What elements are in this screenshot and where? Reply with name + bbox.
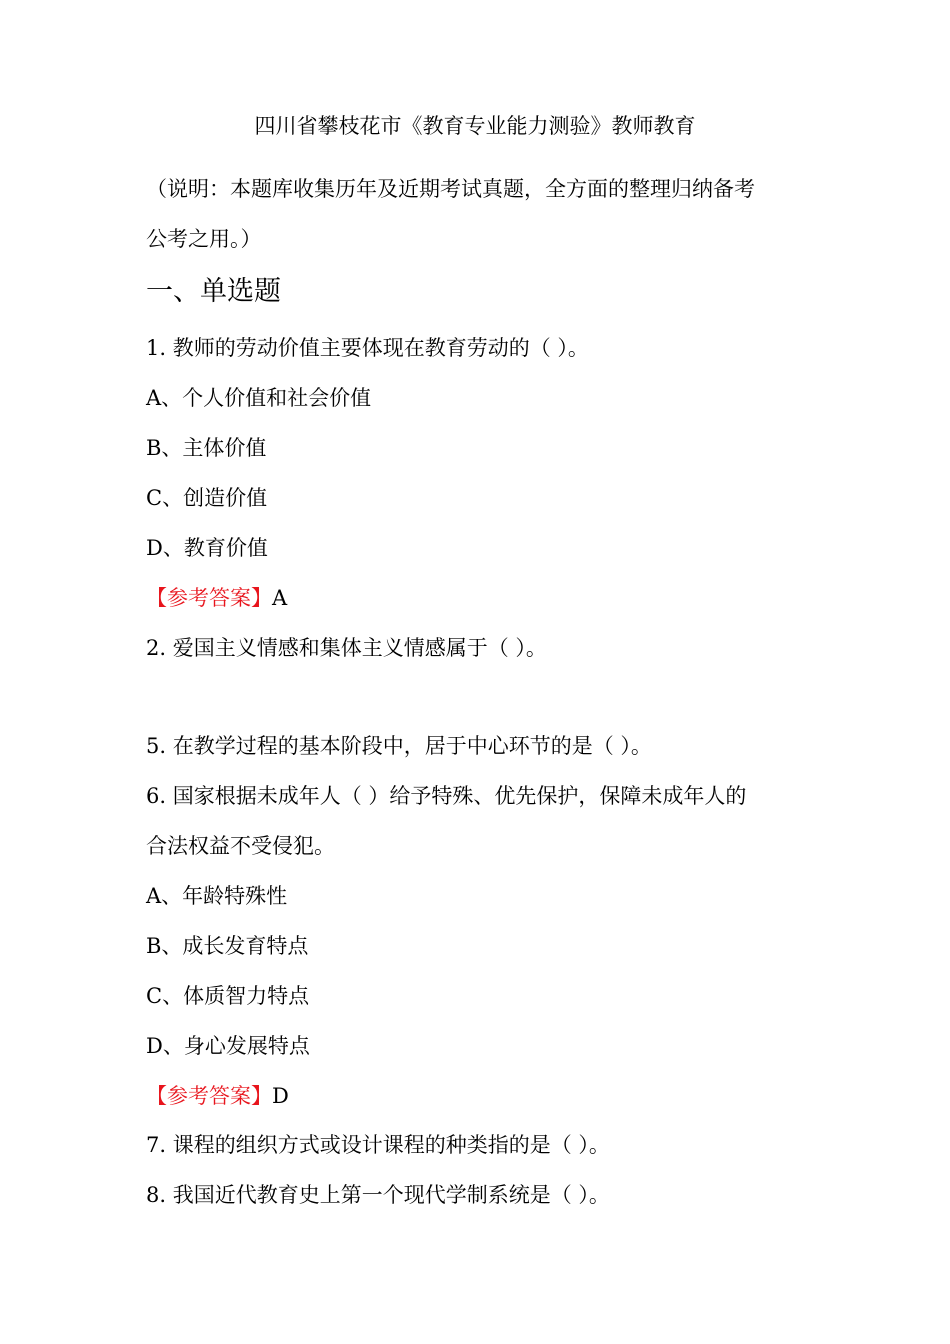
question-1-option-a: A、个人价值和社会价值 bbox=[146, 386, 372, 410]
question-6-option-a: A、年龄特殊性 bbox=[146, 884, 288, 908]
note-line-1: （说明：本题库收集历年及近期考试真题，全方面的整理归纳备考 bbox=[146, 177, 755, 201]
question-1: 1. 教师的劳动价值主要体现在教育劳动的（ ）。 bbox=[146, 336, 589, 360]
answer-tag: 【参考答案】 bbox=[146, 1084, 272, 1108]
section-heading: 一、单选题 bbox=[146, 276, 281, 307]
question-8: 8. 我国近代教育史上第一个现代学制系统是（ ）。 bbox=[146, 1183, 610, 1207]
question-6-line-1: 6. 国家根据未成年人（ ）给予特殊、优先保护，保障未成年人的 bbox=[146, 784, 747, 808]
answer-letter: D bbox=[272, 1084, 289, 1108]
question-1-option-b: B、主体价值 bbox=[146, 436, 267, 460]
question-1-option-c: C、创造价值 bbox=[146, 486, 268, 510]
document-title: 四川省攀枝花市《教育专业能力测验》教师教育 bbox=[254, 114, 696, 138]
question-1-option-d: D、教育价值 bbox=[146, 536, 268, 560]
question-6-option-c: C、体质智力特点 bbox=[146, 984, 310, 1008]
note-line-2: 公考之用。） bbox=[146, 227, 262, 251]
question-5: 5. 在教学过程的基本阶段中，居于中心环节的是（ ）。 bbox=[146, 734, 652, 758]
answer-letter: A bbox=[272, 586, 288, 610]
question-2: 2. 爱国主义情感和集体主义情感属于（ ）。 bbox=[146, 636, 547, 660]
question-6-option-b: B、成长发育特点 bbox=[146, 934, 309, 958]
question-6-line-2: 合法权益不受侵犯。 bbox=[146, 834, 335, 858]
question-7: 7. 课程的组织方式或设计课程的种类指的是（ ）。 bbox=[146, 1133, 610, 1157]
answer-tag: 【参考答案】 bbox=[146, 586, 272, 610]
question-6-option-d: D、身心发展特点 bbox=[146, 1034, 310, 1058]
question-1-answer bbox=[146, 583, 287, 613]
question-6-answer bbox=[146, 1081, 289, 1111]
